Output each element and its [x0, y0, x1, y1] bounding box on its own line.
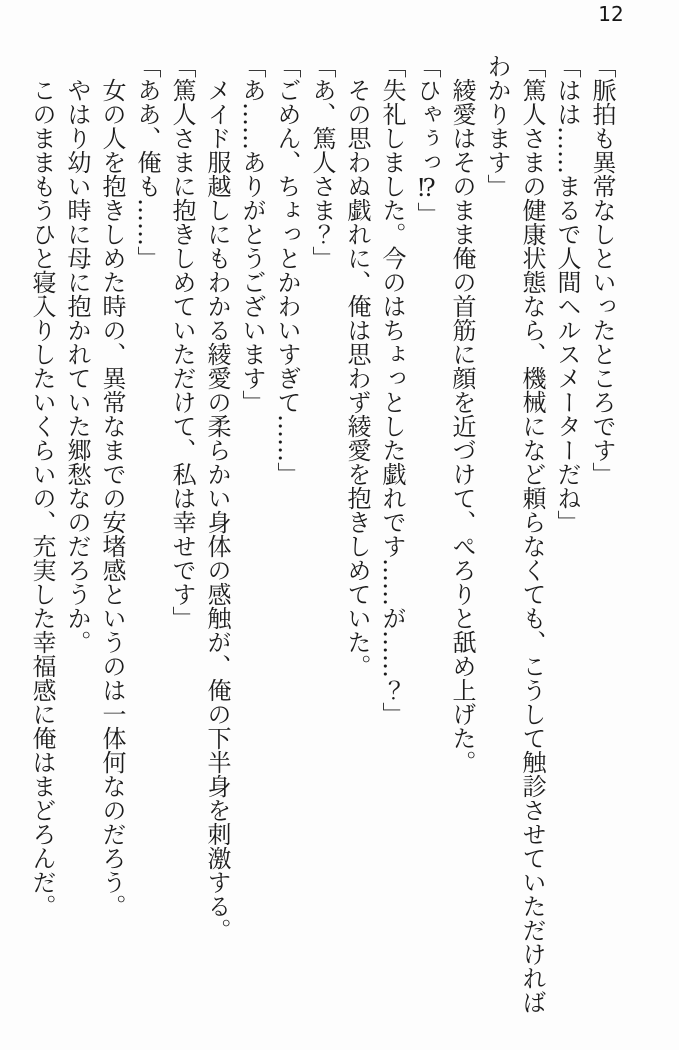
- page-number: 12: [598, 2, 624, 26]
- text-line: 「篤人さまに抱きしめていただけて、私は幸せです」: [168, 54, 196, 630]
- text-line: このままもうひと寝入りしたいくらいの、充実した幸福感に俺はまどろんだ。: [28, 78, 56, 918]
- text-line: 「失礼しました。今のはちょっとした戯れです……が……？」: [378, 54, 406, 726]
- text-line: 「はは……まるで人間ヘルスメーターだね」: [553, 54, 581, 534]
- text-line: 「あ、篤人さま？」: [308, 54, 336, 270]
- text-line: やはり幼い時に母に抱かれていた郷愁なのだろうか。: [63, 78, 91, 654]
- vertical-text-block: [24, 54, 619, 1046]
- text-line: 綾愛はそのまま俺の首筋に顔を近づけて、ぺろりと舐め上げた。: [448, 78, 476, 774]
- text-line: 「ああ、俺も……」: [133, 54, 161, 270]
- text-line: 「あ……ありがとうございます」: [238, 54, 266, 414]
- text-line: 「ひゃぅっ⁉」: [413, 54, 441, 226]
- text-line: 「ごめん、ちょっとかわいすぎて……」: [273, 54, 301, 486]
- text-line: わかります」: [483, 54, 511, 198]
- text-line: メイド服越しにもわかる綾愛の柔らかい身体の感触が、俺の下半身を刺激する。: [203, 78, 231, 942]
- text-line: 「篤人さまの健康状態なら、機械になど頼らなくても、こうして触診させていただければ: [518, 54, 546, 1014]
- text-line: 女の人を抱きしめた時の、異常なまでの安堵感というのは一体何なのだろう。: [98, 78, 126, 918]
- text-line: 「脈拍も異常なしといったところです」: [588, 54, 616, 486]
- text-line: その思わぬ戯れに、俺は思わず綾愛を抱きしめていた。: [343, 78, 371, 678]
